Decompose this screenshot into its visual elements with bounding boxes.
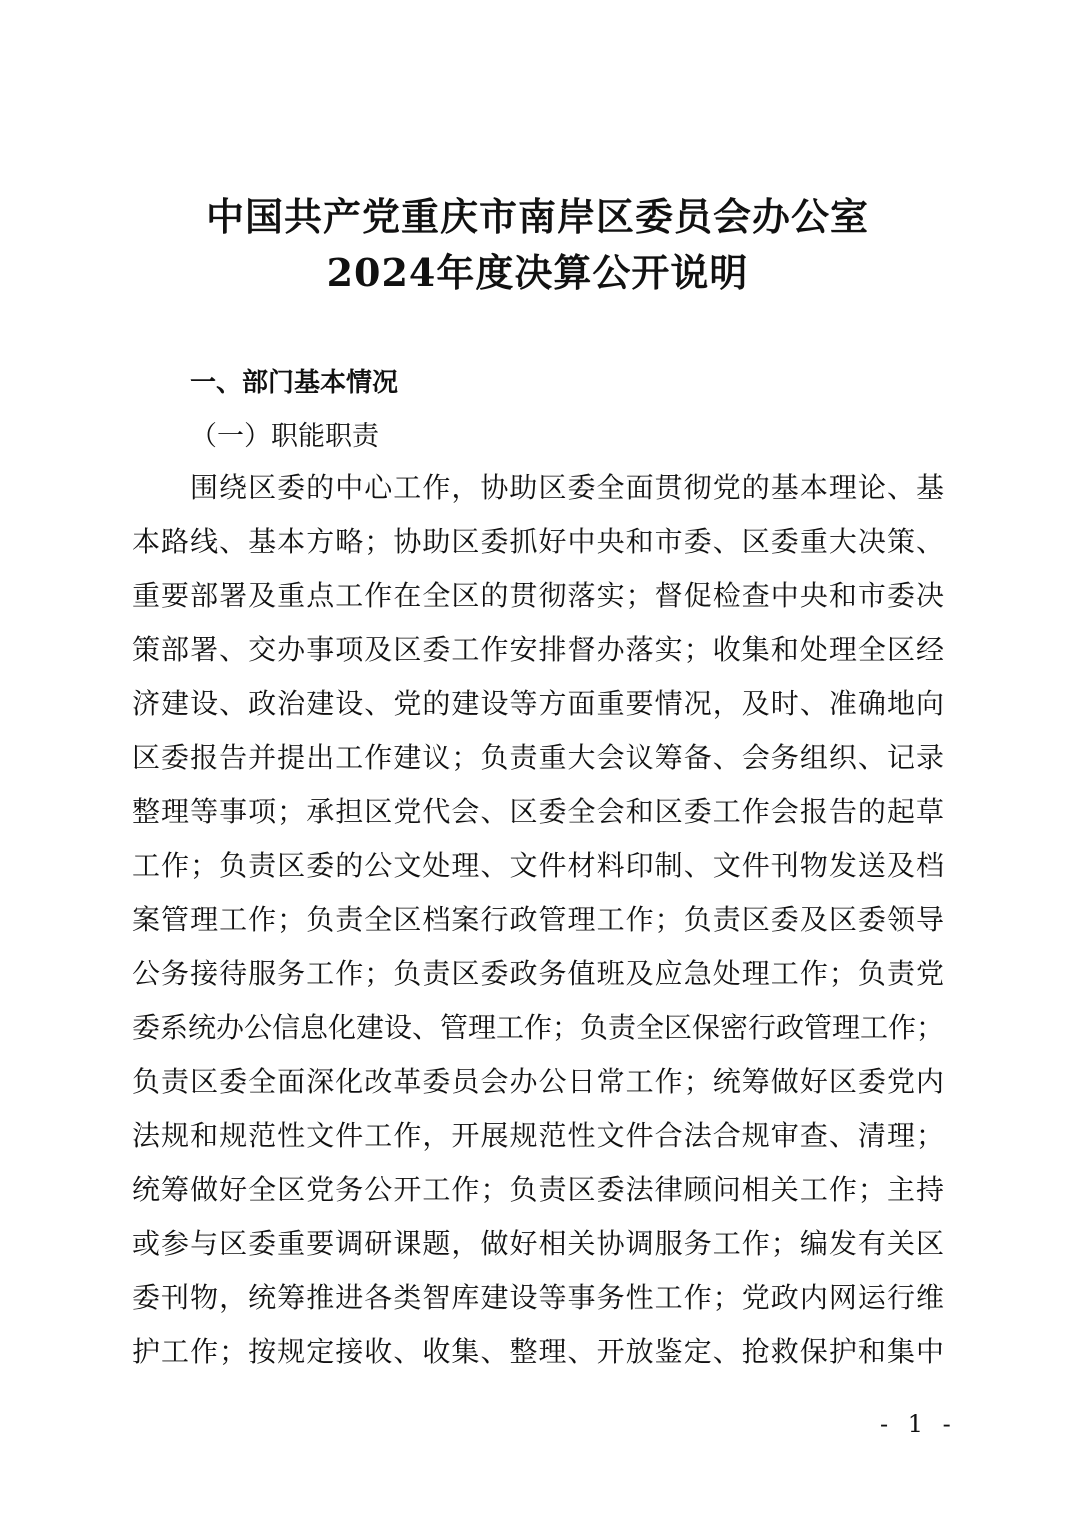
paragraph-line: 重要部署及重点工作在全区的贯彻落实；督促检查中央和市委决 (132, 579, 944, 612)
paragraph-line: 济建设、政治建设、党的建设等方面重要情况，及时、准确地向 (132, 687, 944, 720)
paragraph-line: 案管理工作；负责全区档案行政管理工作；负责区委及区委领导 (132, 903, 944, 936)
paragraph-line: 负责区委全面深化改革委员会办公日常工作；统筹做好区委党内 (132, 1065, 944, 1098)
paragraph-line: 统筹做好全区党务公开工作；负责区委法律顾问相关工作；主持 (132, 1173, 944, 1206)
section-heading: 一、部门基本情况 (190, 368, 399, 398)
page-number: - 1 - (880, 1410, 957, 1438)
paragraph-line: 公务接待服务工作；负责区委政务值班及应急处理工作；负责党 (132, 957, 944, 990)
paragraph-line: 委刊物，统筹推进各类智库建设等事务性工作；党政内网运行维 (132, 1281, 944, 1314)
paragraph-line: 或参与区委重要调研课题，做好相关协调服务工作；编发有关区 (132, 1227, 944, 1260)
paragraph-line: 委系统办公信息化建设、管理工作；负责全区保密行政管理工作； (132, 1011, 944, 1044)
paragraph-line: 护工作；按规定接收、收集、整理、开放鉴定、抢救保护和集中 (132, 1335, 944, 1368)
paragraph-line: 围绕区委的中心工作，协助区委全面贯彻党的基本理论、基 (190, 471, 944, 504)
paragraph-line: 本路线、基本方略；协助区委抓好中央和市委、区委重大决策、 (132, 525, 944, 558)
document-title-line-1: 中国共产党重庆市南岸区委员会办公室 (205, 194, 869, 239)
paragraph-line: 法规和规范性文件工作，开展规范性文件合法合规审查、清理； (132, 1119, 944, 1152)
paragraph-line: 策部署、交办事项及区委工作安排督办落实；收集和处理全区经 (132, 633, 944, 666)
subsection-heading: （一）职能职责 (190, 421, 379, 452)
document-title-line-2: 2024年度决算公开说明 (326, 250, 749, 295)
paragraph-line: 区委报告并提出工作建议；负责重大会议筹备、会务组织、记录 (132, 741, 944, 774)
paragraph-line: 整理等事项；承担区党代会、区委全会和区委工作会报告的起草 (132, 795, 944, 828)
paragraph-line: 工作；负责区委的公文处理、文件材料印制、文件刊物发送及档 (132, 849, 944, 882)
body-paragraph (132, 466, 944, 1384)
